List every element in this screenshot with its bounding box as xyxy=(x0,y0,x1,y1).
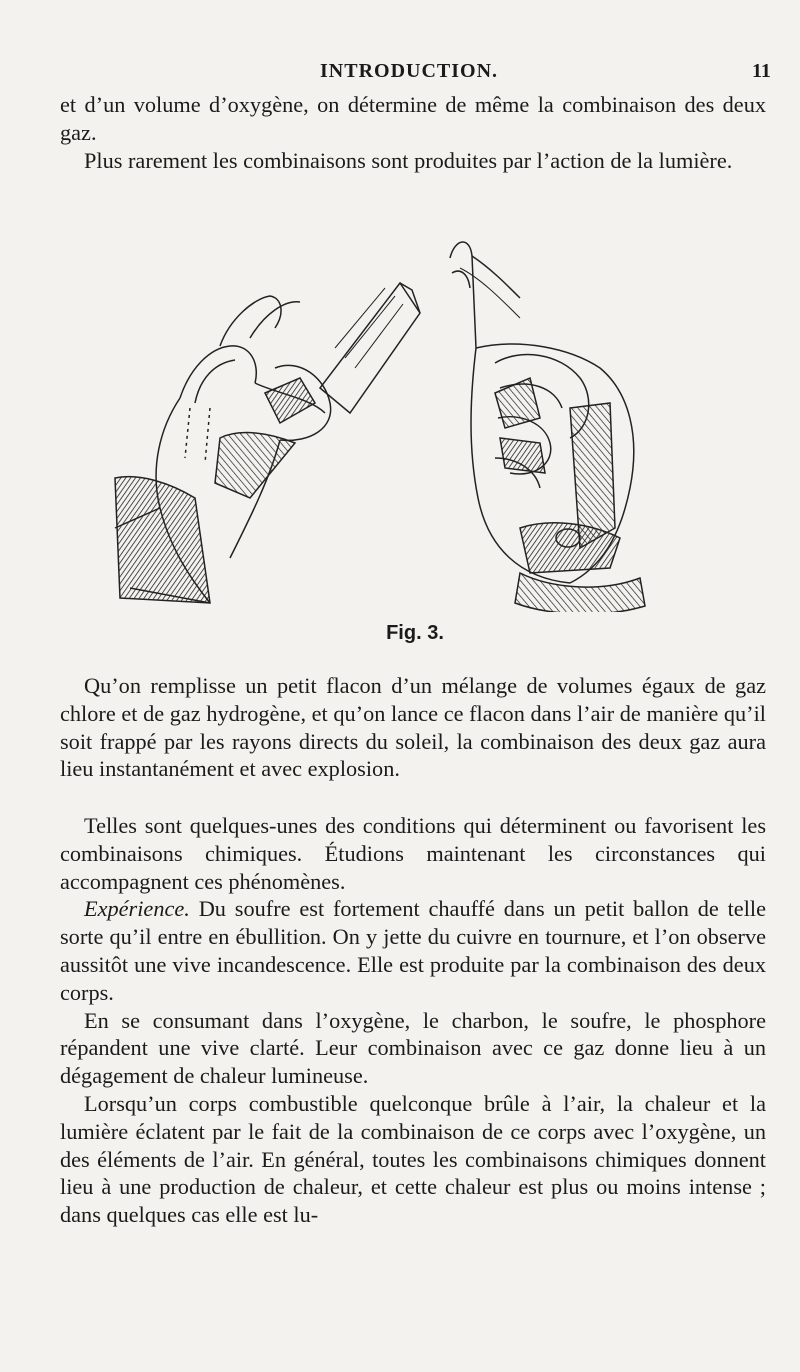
paragraph: Telles sont quelques-unes des conditions qui déterminent ou favorisent les combinaisons chimiques. Étudions maintenant les circonstances qui accompagnent ces phénomènes. xyxy=(60,813,766,894)
text-block-bottom xyxy=(60,812,766,1229)
paragraph: Plus rarement les combinaisons sont produites par l’action de la lumière. xyxy=(84,147,733,173)
running-title: INTRODUCTION. xyxy=(320,60,499,82)
paragraph: Lorsqu’un corps combustible quelconque brûle à l’air, la chaleur et la lumière éclatent par le fait de la combinaison de ce corps avec l’oxygène, un des éléments de l’air. En général, toutes les combinaisons chimiques donnent lieu à une production de chaleur, et cette chaleur est plus ou moins intense ; dans quelques cas elle est lu- xyxy=(60,1090,766,1228)
text-block-top xyxy=(60,91,766,174)
right-hand-drawing xyxy=(450,242,645,612)
paragraph: et d’un volume d’oxygène, on détermine de même la combinaison des deux gaz. xyxy=(60,92,766,145)
paragraph: En se consumant dans l’oxygène, le charbon, le soufre, le phosphore répandent une vive clarté. Leur combinaison avec ce gaz donne lieu à un dégagement de chaleur lumineuse. xyxy=(60,1007,766,1089)
paragraph: Qu’on remplisse un petit flacon d’un mélange de volumes égaux de gaz chlore et de gaz hydrogène, et qu’on lance ce flacon dans l’air de manière qu’il soit frappé par les rayons directs du soleil, la combinaison des deux gaz aura lieu instantanément et avec explosion. xyxy=(60,673,766,782)
page-number: 11 xyxy=(752,60,771,82)
figure-hands-flask xyxy=(100,228,700,612)
figure-caption: Fig. 3. xyxy=(386,622,444,644)
experience-text: Du soufre est fortement chauffé dans un petit ballon de telle sorte qu’il entre en ébullition. On y jette du cuivre en tournure, et l’on observe aussitôt une vive incandescence. Elle est produite par la combinaison des deux corps. xyxy=(60,896,766,1005)
left-hand-drawing xyxy=(115,283,420,603)
figure-illustration xyxy=(100,228,700,612)
experience-lead: Expérience. xyxy=(84,896,190,922)
paragraph-experience xyxy=(60,895,766,1006)
text-block-mid xyxy=(60,672,766,783)
